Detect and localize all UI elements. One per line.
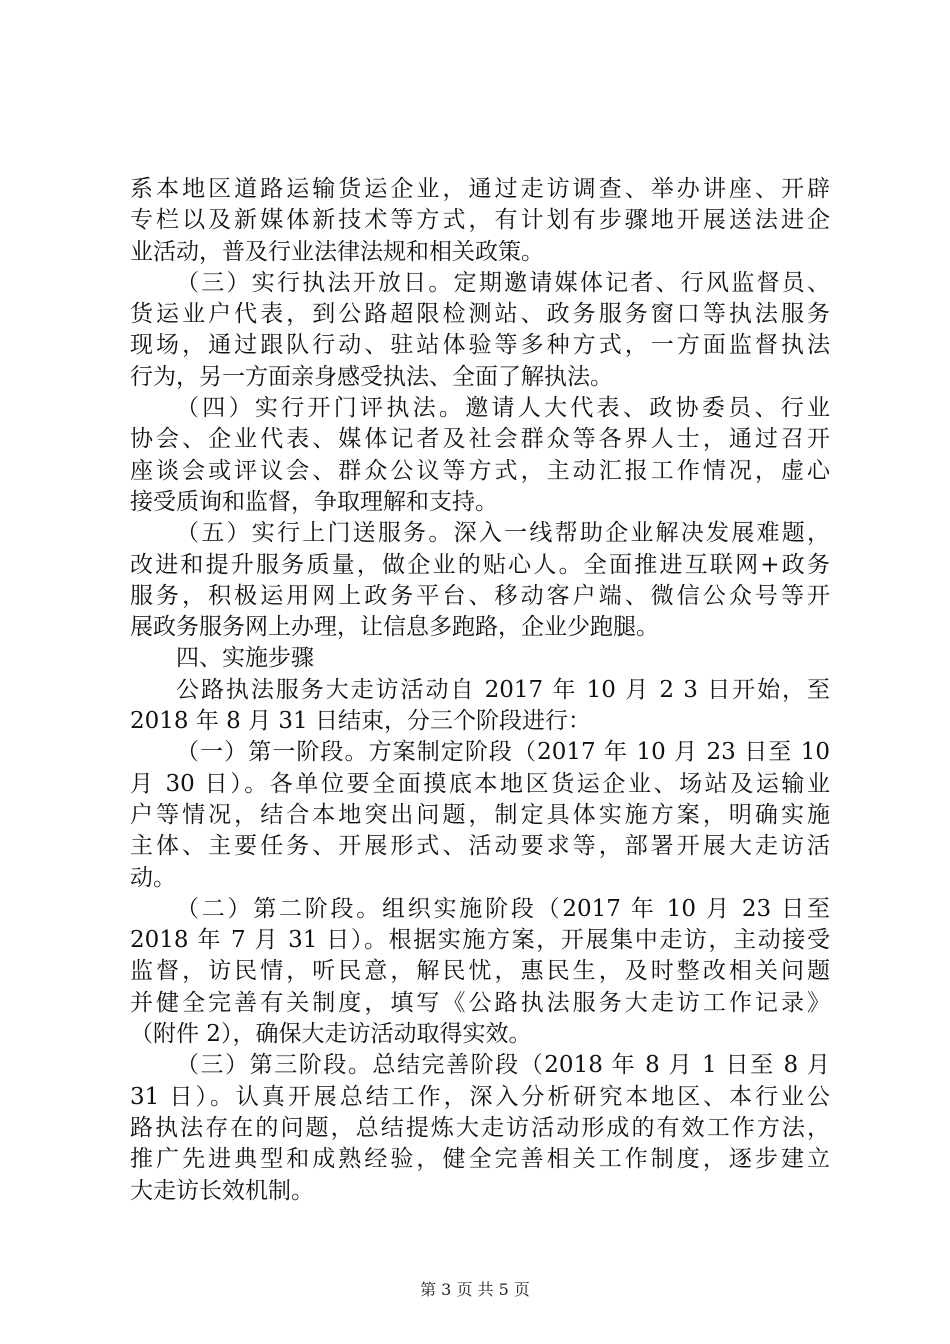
paragraph-line: 展政务服务网上办理，让信息多跑路，企业少跑腿。 <box>130 614 659 641</box>
paragraph-line: 服务，积极运用网上政务平台、移动客户端、微信公众号等开 <box>130 582 830 609</box>
paragraph-line: 系本地区道路运输货运企业，通过走访调查、举办讲座、开辟 <box>130 176 830 202</box>
document-body <box>130 174 830 1207</box>
paragraph-line: 31 日）。认真开展总结工作，深入分析研究本地区、本行业公 <box>130 1083 830 1110</box>
paragraph-line: 改进和提升服务质量，做企业的贴心人。全面推进互联网+政务 <box>130 551 830 578</box>
paragraph-line: 主体、主要任务、开展形式、活动要求等，部署开展大走访活 <box>130 833 830 860</box>
paragraph-line: 动。 <box>130 864 176 891</box>
paragraph-line: 并健全完善有关制度，填写《公路执法服务大走访工作记录》 <box>130 989 830 1016</box>
paragraph-line: （一）第一阶段。方案制定阶段（2017 年 10 月 23 日至 10 <box>176 739 830 766</box>
paragraph-line: （二）第二阶段。组织实施阶段（2017 年 10 月 23 日至 <box>176 895 830 922</box>
paragraph-line: 大走访长效机制。 <box>130 1177 314 1204</box>
paragraph-line: （五）实行上门送服务。深入一线帮助企业解决发展难题， <box>176 520 830 547</box>
paragraph-line: 专栏以及新媒体新技术等方式，有计划有步骤地开展送法进企 <box>130 207 830 234</box>
paragraph-line: 公路执法服务大走访活动自 2017 年 10 月 2 3 日开始，至 <box>176 676 830 703</box>
paragraph-line: （附件 2），确保大走访活动取得实效。 <box>130 1021 532 1048</box>
paragraph-line: 月 30 日）。各单位要全面摸底本地区货运企业、场站及运输业 <box>130 770 830 797</box>
paragraph-line: 推广先进典型和成熟经验，健全完善相关工作制度，逐步建立 <box>130 1146 830 1173</box>
section-heading: 四、实施步骤 <box>176 645 314 672</box>
paragraph-line: 行为，另一方面亲身感受执法、全面了解执法。 <box>130 363 613 390</box>
paragraph-line: （三）第三阶段。总结完善阶段（2018 年 8 月 1 日至 8 月 <box>176 1052 830 1079</box>
paragraph-line: 路执法存在的问题，总结提炼大走访活动形成的有效工作方法， <box>130 1114 830 1141</box>
paragraph-line: 监督，访民情，听民意，解民忧，惠民生，及时整改相关问题 <box>130 958 830 985</box>
paragraph-line: 户等情况，结合本地突出问题，制定具体实施方案，明确实施 <box>130 801 830 828</box>
paragraph-line: （四）实行开门评执法。邀请人大代表、政协委员、行业 <box>176 395 830 422</box>
paragraph-line: 2018 年 7 月 31 日）。根据实施方案，开展集中走访，主动接受 <box>130 927 830 954</box>
paragraph-line: 业活动，普及行业法律法规和相关政策。 <box>130 238 544 265</box>
paragraph-line: 座谈会或评议会、群众公议等方式，主动汇报工作情况，虚心 <box>130 457 830 484</box>
paragraph-line: 协会、企业代表、媒体记者及社会群众等各界人士，通过召开 <box>130 426 830 453</box>
paragraph-line: 货运业户代表，到公路超限检测站、政务服务窗口等执法服务 <box>130 301 830 328</box>
paragraph-line: （三）实行执法开放日。定期邀请媒体记者、行风监督员、 <box>176 269 830 296</box>
paragraph-line: 2018 年 8 月 31 日结束，分三个阶段进行： <box>130 708 591 735</box>
page-footer: 第 3 页 共 5 页 <box>420 1280 530 1299</box>
paragraph-line: 接受质询和监督，争取理解和支持。 <box>130 488 498 515</box>
paragraph-line: 现场，通过跟队行动、驻站体验等多种方式，一方面监督执法 <box>130 332 830 359</box>
